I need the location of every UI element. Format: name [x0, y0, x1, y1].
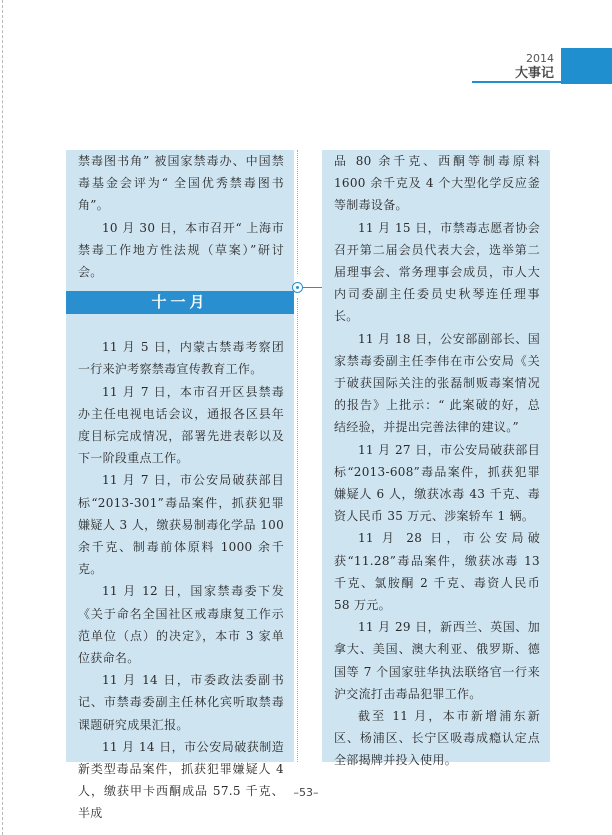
paragraph: 11 月 29 日，新西兰、英国、加拿大、美国、澳大利亚、俄罗斯、德国等 7 个国家驻华执法联络官一行来沪交流打击毒品犯罪工作。: [334, 620, 540, 701]
paragraph: 11 月 7 日，市公安局破获部目标“2013-301”毒品案件，抓获犯罪嫌疑人 3 人，缴获易制毒化学品 100 余千克、制毒前体原料 1000 余千克。: [78, 473, 284, 577]
month-heading: 十一月: [66, 291, 294, 314]
paragraph: 11 月 15 日，市禁毒志愿者协会召开第二届会员代表大会，选举第二届理事会、常务理事会成员，市人大内司委副主任委员史秋琴连任理事长。: [334, 220, 540, 324]
paragraph: 品 80 余千克、西酮等制毒原料 1600 余千克及 4 个大型化学反应釜等制毒设备。: [334, 154, 540, 213]
paragraph: 11 月 27 日，市公安局破获部目标“2013-608”毒品案件，抓获犯罪嫌疑人 6 人，缴获冰毒 43 千克、毒资人民币 35 万元、涉案轿车 1 辆。: [334, 442, 540, 524]
left-column: [66, 150, 294, 821]
running-header: [515, 52, 554, 82]
paragraph: 11 月 7 日，本市召开区县禁毒办主任电视电话会议，通报各区县年度目标完成情况，部署先进表彰以及下一阶段重点工作。: [78, 384, 284, 466]
header-year: 2014: [526, 52, 554, 65]
right-column: [322, 150, 550, 768]
paragraph: 10 月 30 日，本市召开“ 上海市禁毒工作地方性法规（草案）”研讨会。: [78, 220, 284, 280]
paragraph: 11 月 14 日，市委政法委副书记、市禁毒委副主任林化宾听取禁毒课题研究成果汇报。: [78, 673, 284, 732]
heading-connector-line: [302, 287, 322, 288]
page-number: –53–: [293, 786, 319, 799]
header-title: 大事记: [514, 66, 554, 81]
header-color-block: [561, 48, 612, 84]
binding-dashed-line: [2, 0, 3, 835]
paragraph: 11 月 14 日，市公安局破获制造新类型毒品案件，抓获犯罪嫌疑人 4 人，缴获甲卡西酮成品 57.5 千克、半成: [78, 739, 284, 821]
column-divider: [297, 150, 298, 274]
paragraph: 11 月 12 日，国家禁毒委下发《关于命名全国社区戒毒康复工作示范单位（点）的决定》，本市 3 家单位获命名。: [78, 584, 284, 666]
paragraph: 11 月 28 日，市公安局破获“11.28”毒品案件，缴获冰毒 13 千克、氯胺酮 2 千克、毒资人民币 58 万元。: [334, 531, 540, 613]
paragraph: 11 月 5 日，内蒙古禁毒考察团一行来沪考察禁毒宣传教育工作。: [78, 340, 284, 377]
target-circle-icon: [292, 282, 303, 293]
column-divider: [297, 298, 298, 762]
paragraph: 禁毒图书角” 被国家禁毒办、中国禁毒基金会评为“ 全国优秀禁毒图书角”。: [78, 154, 284, 213]
paragraph: 截至 11 月，本市新增浦东新区、杨浦区、长宁区吸毒成瘾认定点全部揭牌并投入使用。: [334, 709, 540, 768]
paragraph: 11 月 18 日，公安部副部长、国家禁毒委副主任李伟在市公安局《关于破获国际关注的张磊制贩毒案情况的报告》上批示：“ 此案破的好，总结经验，并提出完善法律的建议。”: [334, 331, 540, 435]
